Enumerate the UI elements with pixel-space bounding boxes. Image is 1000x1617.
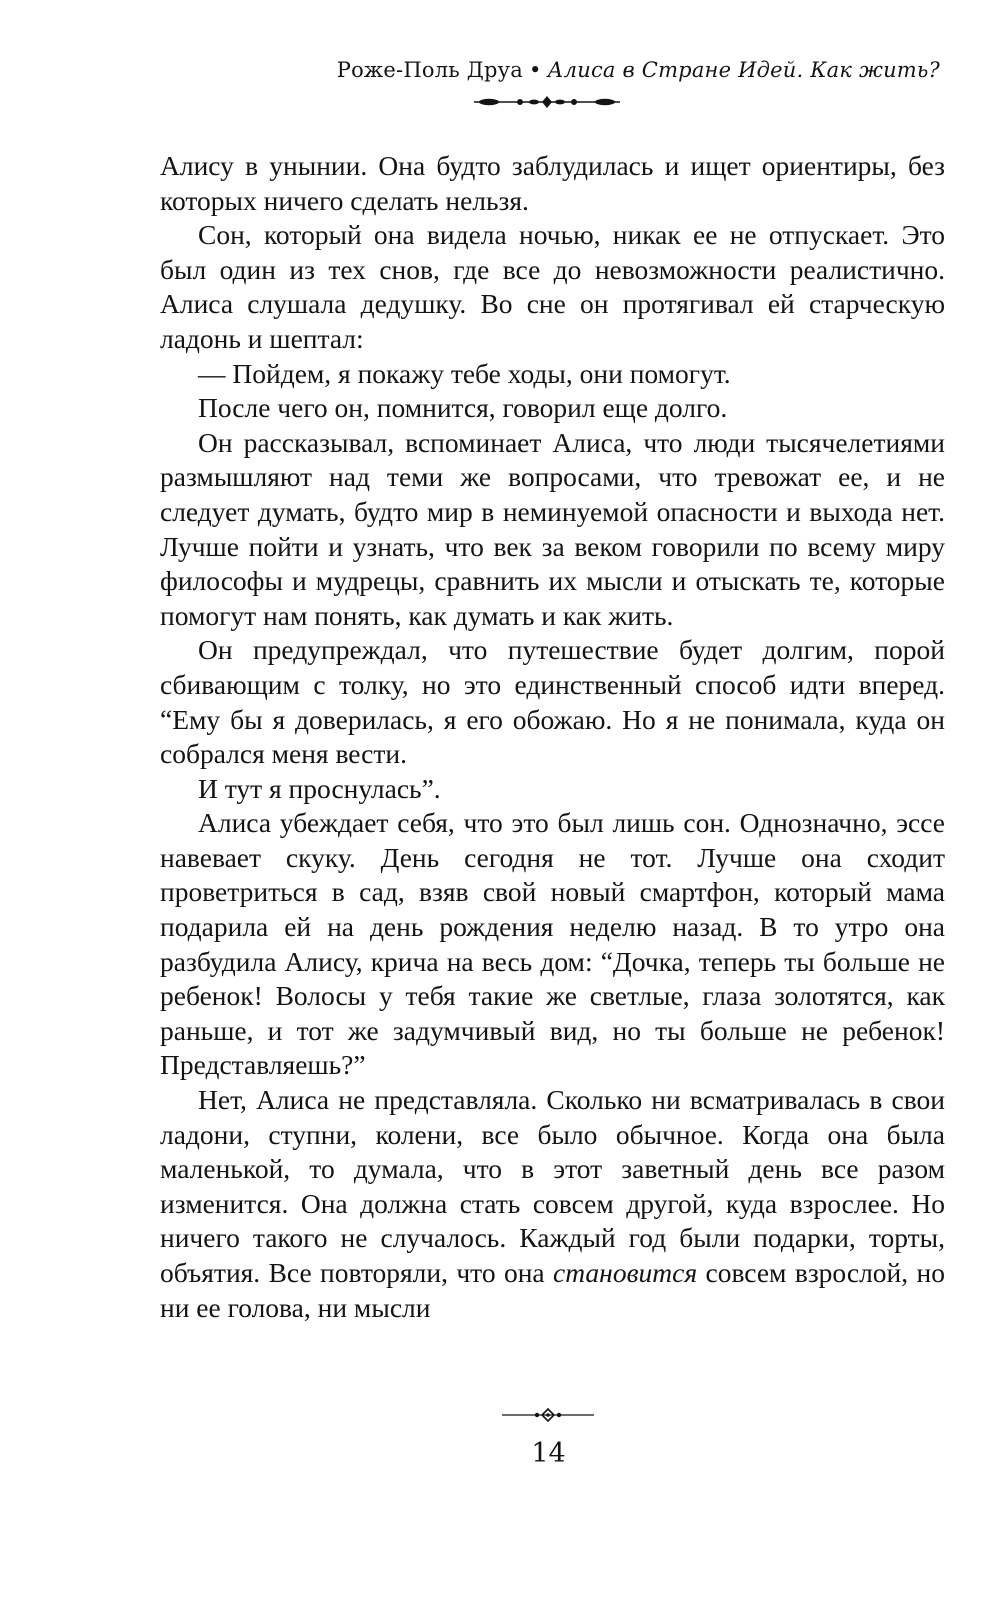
paragraph: Алису в унынии. Она будто заблудилась и ищет ориентиры, без которых ничего сделать нельзя.	[160, 150, 945, 216]
paragraph: — Пойдем, я покажу тебе ходы, они помогут.	[198, 357, 731, 389]
paragraph: И тут я проснулась”.	[198, 772, 441, 804]
running-header	[160, 56, 940, 84]
paragraph: После чего он, помнится, говорил еще долго.	[198, 392, 728, 424]
paragraph-text-end: совсем взрослой, но ни ее голова, ни мысли	[160, 1257, 945, 1323]
page-number: 14	[531, 1438, 566, 1469]
header-ornament-icon	[472, 95, 622, 109]
paragraph: Он рассказывал, вспоминает Алиса, что люди тысячелетиями размышляют над теми же вопросами, что тревожат ее, и не следует думать, будто мир в неминуемой опасности и выхода нет. Лучше пойти и узнать, что век за веком говорили по всему миру философы и мудрецы, сравнить их мысли и отыскать те, которые помогут нам понять, как думать и как жить.	[160, 426, 945, 631]
paragraph	[160, 1083, 945, 1325]
emphasis-word: становится	[553, 1257, 698, 1288]
header-separator: •	[528, 58, 542, 82]
footer-ornament-icon	[500, 1407, 596, 1423]
paragraph: Алиса убеждает себя, что это был лишь сон. Однозначно, эссе навевает скуку. День сегодня не тот. Лучше она сходит проветриться в сад, взяв свой новый смартфон, который мама подарила ей на день рождения неделю назад. В то утро она разбудила Алису, крича на весь дом: “Дочка, теперь ты больше не ребенок! Волосы у тебя такие же светлые, глаза золотятся, как раньше, и тот же задумчивый вид, но ты больше не ребенок! Представляешь?”	[160, 807, 945, 1081]
header-book-title: Алиса в Стране Идей. Как жить?	[547, 58, 940, 82]
paragraph: Он предупреждал, что путешествие будет долгим, порой сбивающим с толку, но это единственный способ идти вперед. “Ему бы я доверилась, я его обожаю. Но я не понимала, куда он собрался меня вести.	[160, 634, 945, 770]
paragraph: Сон, который она видела ночью, никак ее не отпускает. Это был один из тех снов, где все до невозможности реалистично. Алиса слушала дедушку. Во сне он протягивал ей старческую ладонь и шептал:	[160, 219, 945, 354]
paragraph-text: Нет, Алиса не представляла. Сколько ни всматривалась в свои ладони, ступни, колени, все было обычное. Когда она была маленькой, то думала, что в этот заветный день все разом изменится. Она должна стать совсем другой, куда взрослее. Но ничего такого не случалось. Каждый год были подарки, торты, объятия. Все повторяли, что она	[160, 1084, 945, 1288]
header-author: Роже-Поль Друа	[336, 58, 523, 82]
body-text	[160, 149, 945, 1325]
